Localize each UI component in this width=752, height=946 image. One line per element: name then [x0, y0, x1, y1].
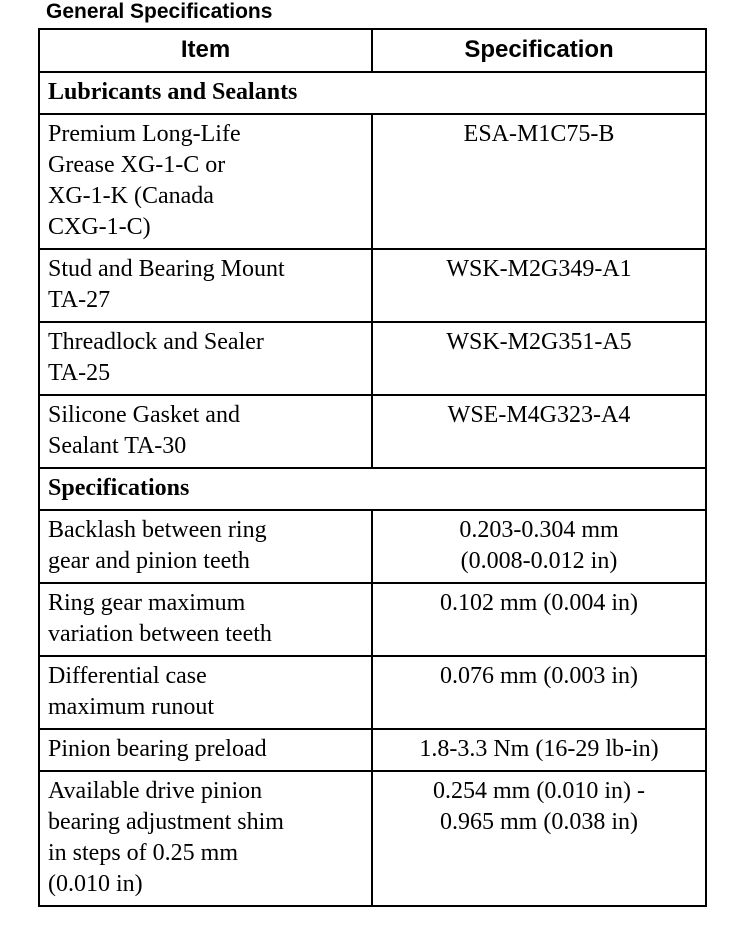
item-text-line: variation between teeth	[48, 621, 272, 647]
section-title: Lubricants and Sealants	[39, 72, 706, 114]
table-row	[39, 322, 706, 395]
specification-text-line: 0.102 mm (0.004 in)	[440, 590, 638, 616]
item-cell	[39, 114, 372, 249]
item-text-line: TA-25	[48, 360, 111, 386]
section-row	[39, 468, 706, 510]
table-row	[39, 729, 706, 771]
specification-cell	[372, 322, 706, 395]
item-text-line: maximum runout	[48, 694, 214, 720]
item-text-line: Silicone Gasket and	[48, 402, 240, 428]
item-cell	[39, 322, 372, 395]
specification-text-line: WSK-M2G349-A1	[446, 256, 632, 282]
item-text-line: bearing adjustment shim	[48, 809, 284, 835]
item-cell	[39, 395, 372, 468]
item-text-line: Grease XG-1-C or	[48, 152, 226, 178]
item-cell	[39, 656, 372, 729]
table-row	[39, 510, 706, 583]
item-text-line: (0.010 in)	[48, 871, 143, 897]
item-text-line: gear and pinion teeth	[48, 548, 250, 574]
item-text-line: Stud and Bearing Mount	[48, 256, 285, 282]
table-row	[39, 395, 706, 468]
specification-cell	[372, 583, 706, 656]
item-text-line: TA-27	[48, 287, 111, 313]
item-text-line: XG-1-K (Canada	[48, 183, 214, 209]
item-cell	[39, 771, 372, 906]
specification-text-line: WSE-M4G323-A4	[447, 402, 631, 428]
item-text-line: Pinion bearing preload	[48, 736, 267, 762]
table-row	[39, 771, 706, 906]
section-title: Specifications	[39, 468, 706, 510]
header-row	[39, 29, 706, 72]
column-header-specification: Specification	[372, 29, 706, 72]
item-text-line: Threadlock and Sealer	[48, 329, 264, 355]
table-row	[39, 656, 706, 729]
item-text-line: Ring gear maximum	[48, 590, 246, 616]
item-text-line: Available drive pinion	[48, 778, 263, 804]
specification-text-line: ESA-M1C75-B	[463, 121, 615, 147]
item-text-line: in steps of 0.25 mm	[48, 840, 238, 866]
specification-cell	[372, 249, 706, 322]
general-specifications-table	[38, 28, 707, 907]
specification-cell	[372, 510, 706, 583]
item-text-line: Premium Long-Life	[48, 121, 241, 147]
item-text-line: Differential case	[48, 663, 207, 689]
item-text-line: CXG-1-C)	[48, 214, 151, 240]
item-text-line: Backlash between ring	[48, 517, 267, 543]
table-row	[39, 583, 706, 656]
specification-cell	[372, 729, 706, 771]
item-cell	[39, 729, 372, 771]
specification-text-line: 0.203-0.304 mm	[459, 517, 619, 543]
table-body	[39, 72, 706, 906]
specification-text-line: 0.076 mm (0.003 in)	[440, 663, 638, 689]
specification-text-line: 0.254 mm (0.010 in) -	[433, 778, 645, 804]
item-cell	[39, 510, 372, 583]
specification-cell	[372, 395, 706, 468]
item-cell	[39, 583, 372, 656]
table-caption: General Specifications	[46, 0, 273, 23]
specification-text-line: 1.8-3.3 Nm (16-29 lb-in)	[419, 736, 659, 762]
column-header-item: Item	[39, 29, 372, 72]
specification-cell	[372, 114, 706, 249]
specification-text-line: (0.008-0.012 in)	[460, 548, 618, 574]
item-text-line: Sealant TA-30	[48, 433, 187, 459]
specification-text-line: WSK-M2G351-A5	[446, 329, 632, 355]
specification-cell	[372, 771, 706, 906]
specification-text-line: 0.965 mm (0.038 in)	[440, 809, 638, 835]
table-row	[39, 249, 706, 322]
section-row	[39, 72, 706, 114]
specification-cell	[372, 656, 706, 729]
table-row	[39, 114, 706, 249]
item-cell	[39, 249, 372, 322]
